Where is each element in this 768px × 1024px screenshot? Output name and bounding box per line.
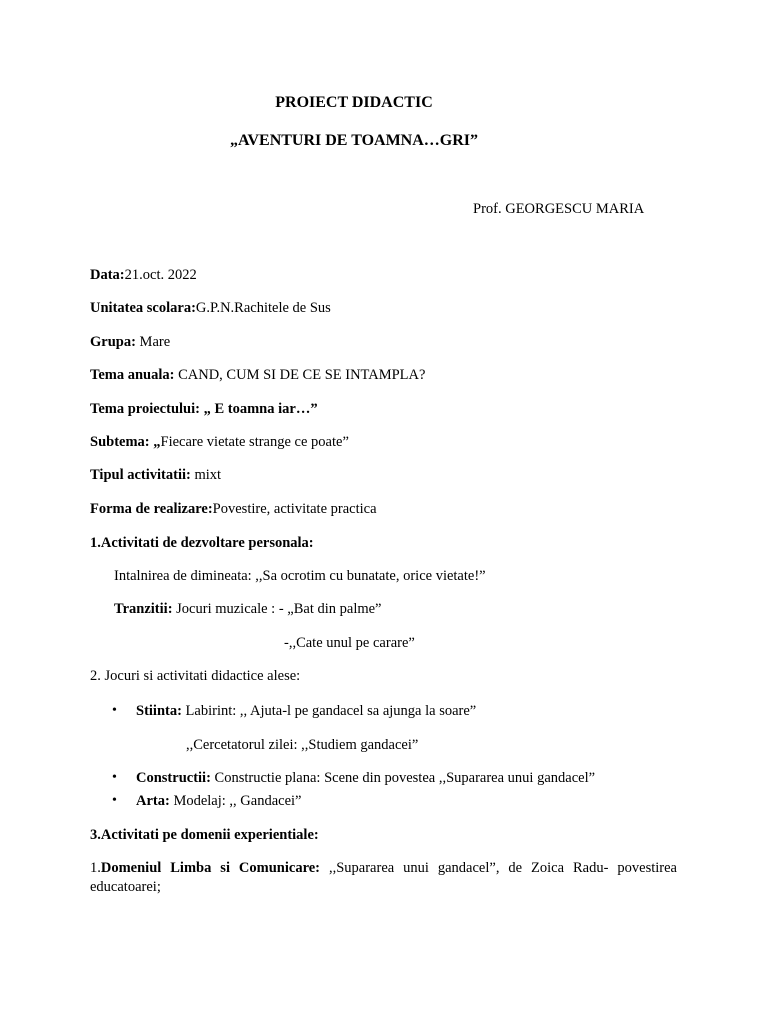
field-tema-proiectului (90, 401, 318, 418)
field-value: G.P.N.Rachitele de Sus (195, 300, 331, 316)
field-label: Tipul activitatii: (90, 467, 191, 483)
list-item-arta (136, 793, 301, 810)
tranzitii-line (114, 601, 382, 618)
document-title: PROIECT DIDACTIC (275, 94, 433, 111)
field-tipul-activitatii (90, 467, 221, 484)
field-label: Constructii: (136, 770, 211, 786)
field-value: Jocuri muzicale : - „Bat din palme” (172, 601, 382, 617)
field-value: Labirint: ,, Ajuta-l pe gandacel sa ajunga la soare” (181, 703, 477, 719)
item-number: 1. (90, 860, 101, 876)
field-label: Forma de realizare: (90, 501, 213, 517)
section-2-heading: 2. Jocuri si activitati didactice alese: (90, 668, 301, 684)
section-heading-text: 3.Activitati pe domenii experientiale: (90, 827, 319, 843)
intalnirea-line: Intalnirea de dimineata: ,,Sa ocrotim cu bunatate, orice vietate!” (114, 568, 486, 584)
field-value: Modelaj: ,, Gandacei” (169, 793, 302, 809)
section-1-heading (90, 535, 314, 552)
field-unitate-scolara (90, 300, 331, 317)
field-label: Domeniul Limba si Comunicare: (100, 860, 321, 876)
tranzitii-line-2: -,,Cate unul pe carare” (284, 635, 415, 651)
field-value: ,,Supararea unui gandacel”, de Zoica Radu- povestirea educatoarei; (90, 860, 677, 895)
field-label: Tema proiectului: „ E toamna iar…” (90, 401, 318, 417)
field-value: 21.oct. 2022 (124, 267, 197, 283)
field-tema-anuala (90, 367, 425, 384)
field-value: CAND, CUM SI DE CE SE INTAMPLA? (174, 367, 426, 383)
field-value: Mare (135, 334, 171, 350)
field-forma-de-realizare (90, 501, 377, 518)
field-label: Subtema: „ (90, 434, 161, 450)
section-heading-text: 1.Activitati de dezvoltare personala: (90, 535, 314, 551)
field-value: Fiecare vietate strange ce poate” (160, 434, 349, 450)
field-value: Constructie plana: Scene din povestea ,,Supararea unui gandacel” (210, 770, 596, 786)
field-label: Data: (90, 267, 125, 283)
bullet-icon: • (112, 793, 117, 808)
field-subtema (90, 434, 349, 451)
field-label: Tranzitii: (114, 601, 173, 617)
field-data (90, 267, 197, 284)
field-label: Tema anuala: (90, 367, 175, 383)
field-grupa (90, 334, 170, 351)
field-label: Arta: (136, 793, 170, 809)
list-item-constructii (136, 770, 595, 787)
list-item-stiinta (136, 703, 476, 720)
author-line: Prof. GEORGESCU MARIA (473, 201, 645, 217)
field-label: Unitatea scolara: (90, 300, 196, 316)
field-label: Stiinta: (136, 703, 182, 719)
project-subtitle: „AVENTURI DE TOAMNA…GRI” (229, 132, 479, 149)
section-3-heading (90, 827, 319, 844)
bullet-icon: • (112, 703, 117, 718)
stiinta-line-2: ,,Cercetatorul zilei: ,,Studiem gandacei” (186, 737, 419, 753)
field-label: Grupa: (90, 334, 136, 350)
field-value: Povestire, activitate practica (212, 501, 377, 517)
field-value: mixt (190, 467, 222, 483)
domeniul-limba-paragraph (90, 859, 677, 897)
bullet-icon: • (112, 770, 117, 785)
